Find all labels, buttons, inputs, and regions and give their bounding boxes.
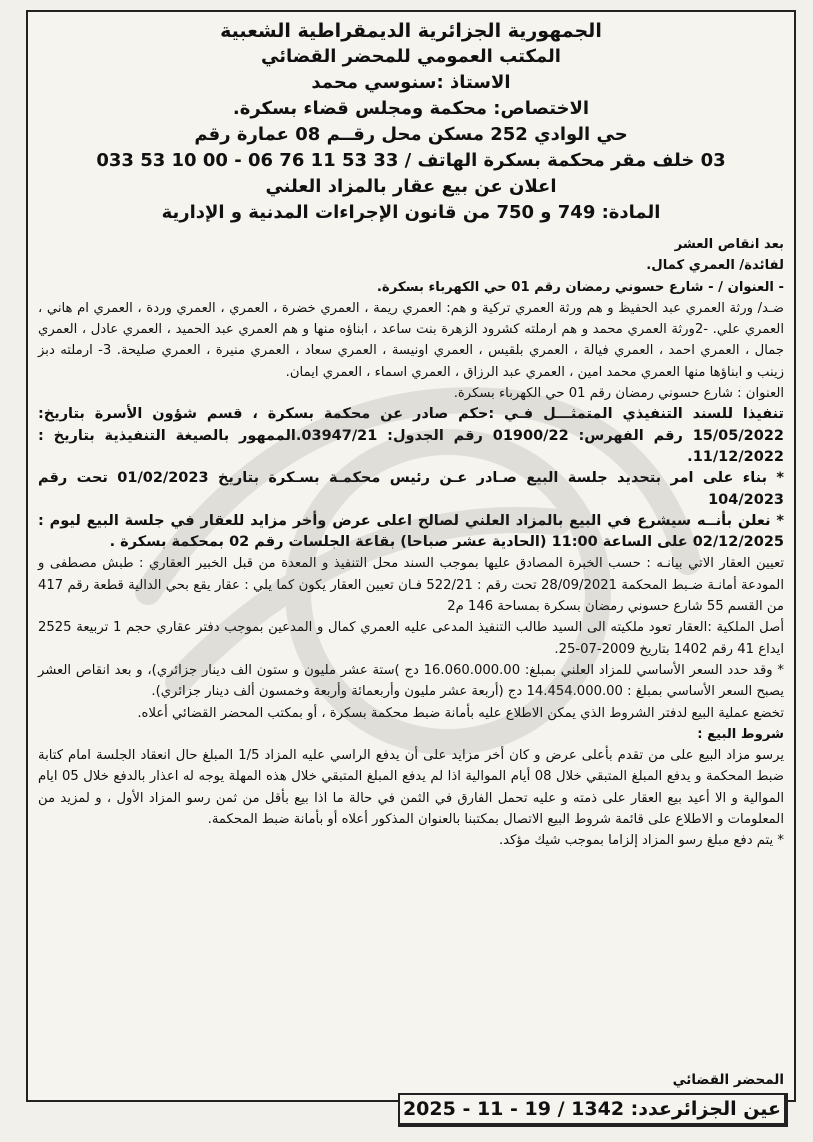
publication-reference: عين الجزائرعدد: 1342 / 19 - 11 - 2025 (398, 1093, 788, 1127)
announcement-title: اعلان عن بيع عقار بالمزاد العلني (265, 176, 557, 197)
bailiff-name: الاستاذ :سنوسي محمد (311, 72, 511, 93)
notice-header (28, 12, 794, 226)
republic-title: الجمهورية الجزائرية الديمقراطية الشعبية (220, 20, 602, 42)
address-line-2: 03 خلف مقر محكمة بسكرة الهاتف / 33 53 11 76 06 - 00 10 53 033 (96, 150, 726, 171)
paragraph: * بناء على امر بتحديد جلسة البيع صـادر عـن رئيس محكمـة بسـكرة بتاريخ 01/02/2023 تحت رقم 104/2023 (38, 470, 784, 508)
paragraph: تعيين العقار الاتي بيانـه : حسب الخبرة المصادق عليها بموجب السند محل التنفيذ و المعدة من قبل الخبير العقاري : طبش مصطفى و المودعة أمانـة ضـبط المحكمة 28/09/2021 تحت رقم : 522/21 فـان تعيين العقار يكون كما يلي : عقار يقع بحي الدالية قطعة رقم 417 من القسم 55 شارع حسوني رمضان بسكرة بمساحة 146 م2 (38, 556, 784, 615)
paragraph: أصل الملكية :العقار تعود ملكيته الى السيد طالب التنفيذ المدعى عليه العمري كمال و المدعين بموجب دفتر عقاري حجم 1 تربيعة 2525 ايداع 41 رقم 1402 بتاريخ 2009-07-25. (38, 620, 784, 657)
paragraph: * نعلن بأنــه سيشرع في البيع بالمزاد العلني لصالح اعلى عرض وأخر مزايد للعقار في جلسة البيع ليوم : 02/12/2025 على الساعة 11:00 (الحادية عشر صباحا) بقاعة الجلسات رقم 02 بمحكمة بسكرة . (38, 512, 784, 551)
paragraph: شروط البيع : (697, 726, 784, 742)
legal-notice-box (26, 10, 796, 1102)
office-title: المكتب العمومي للمحضر القضائي (261, 46, 561, 67)
paragraph: * يتم دفع مبلغ رسو المزاد إلزاما بموجب شيك مؤكد. (498, 833, 784, 849)
signature: المحضر القضائي (672, 1072, 784, 1088)
paragraph: * وقد حدد السعر الأساسي للمزاد العلني بمبلغ: 16.060.000.00 دج )ستة عشر مليون و ستون الف دينار جزائري)، و بعد انقاص العشر يصبح السعر الأساسي بمبلغ : 14.454.000.00 دج (أربعة عشر مليون وأربعمائة وأربعة وخمسون ألف دينار جزائري). (38, 662, 784, 700)
watermark-stamp-icon (88, 262, 738, 862)
paragraph: بعد انقاص العشر (674, 237, 784, 252)
paragraph: تخضع عملية البيع لدفتر الشروط الذي يمكن الاطلاع عليه بأمانة ضبط محكمة بسكرة ، أو بمكتب المحضر القضائي أعلاه. (137, 705, 784, 721)
address-line-1: حي الوادي 252 مسكن محل رقــم 08 عمارة رقم (194, 124, 628, 145)
jurisdiction: الاختصاص: محكمة ومجلس قضاء بسكرة. (232, 98, 590, 119)
paragraph: ضـد/ ورثة العمري عبد الحفيظ و هم ورثة العمري تركية و هم: العمري ريمة ، العمري خضرة ، العمري ، العمري وردة ، العمري ام هاني ، العمري علي. -2ورثة العمري محمد و هم ارملته كشرود الزهرة بنت ساعد ، ابناؤه منها و هم العمري عبد الحميد ، العمري عادل ، العمري جمال ، العمري احمد ، العمري فيالة ، العمري بلقيس ، العمري اونيسة ، العمري سعاد ، العمري منيرة ، العمري صليحة. 3- ارملته دبز زينب و ابناؤها منها العمري محمد امين ، العمري عبد الرزاق ، العمري اسماء ، العمري ايمان. (38, 300, 784, 380)
paragraph: تنفيذا للسند التنفيذي المتمثـــل فـي :حكم صادر عن محكمة بسكرة ، قسم شؤون الأسرة بتاريخ: 15/05/2022 رقم الفهرس: 01900/22 رقم الجدول: 03947/21.الممهور بالصيغة التنفيذية بتاريخ : 11/12/2022. (38, 406, 784, 465)
paragraph: يرسو مزاد البيع على من تقدم بأعلى عرض و كان أخر مزايد على أن يدفع الراسي عليه المزاد 1/5 المبلغ حال انعقاد الجلسة امام كتابة ضبط المحكمة و يدفع المبلغ المتبقي خلال 08 أيام الموالية اذا لم يدفع المبلغ المتبقي خلال هذه المهلة يوجه له اعذار بالدفع خلال 05 ايام الموالية و الا أعيد بيع العقار على ذمته و عليه تحمل الفارق في الثمن في حالة ما اذا بيع بأقل من ثمن رسو المزاد الأول ، و لمزيد من المعلومات و الاطلاع على قائمة شروط البيع الاتصال بمكتبنا بالعنوان المذكور أعلاه أو بأمانة ضبط المحكمة. (38, 748, 785, 828)
paragraph: لفائدة/ العمري كمال. (646, 258, 784, 274)
paragraph: - العنوان / - شارع حسوني رمضان رقم 01 حي الكهرباء بسكرة. (376, 279, 784, 295)
paragraph: العنوان : شارع حسوني رمضان رقم 01 حي الكهرباء بسكرة. (453, 386, 784, 402)
legal-articles: المادة: 749 و 750 من قانون الإجراءات المدنية و الإدارية (161, 202, 661, 223)
